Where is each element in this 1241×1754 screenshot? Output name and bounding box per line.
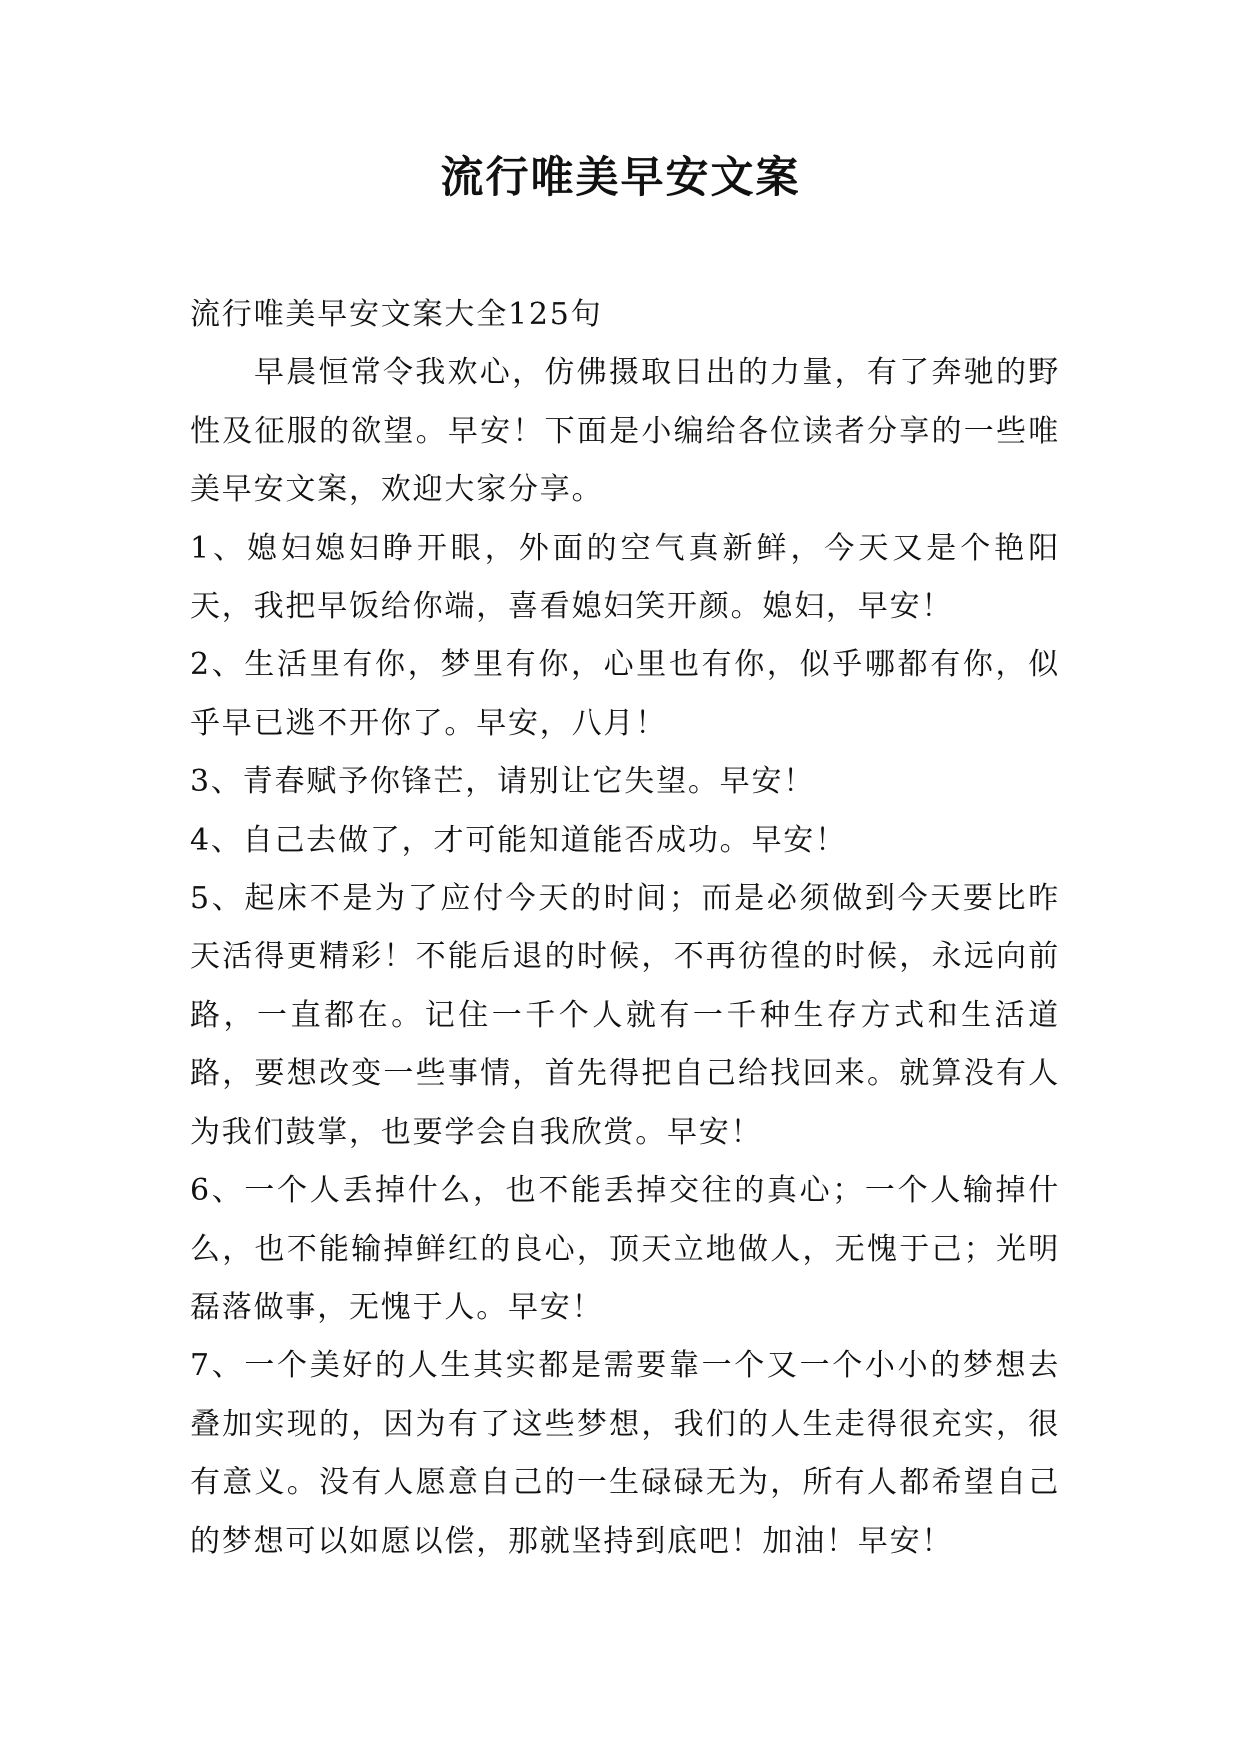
intro-paragraph: 早晨恒常令我欢心，仿佛摄取日出的力量，有了奔驰的野性及征服的欲望。早安！下面是小编给各位读者分享的一些唯美早安文案，欢迎大家分享。 xyxy=(190,355,1060,508)
list-item-5: 5、起床不是为了应付今天的时间；而是必须做到今天要比昨天活得更精彩！不能后退的时候，不再彷徨的时候，永远向前路，一直都在。记住一千个人就有一千种生存方式和生活道路，要想改变一些事情，首先得把自己给找回来。就算没有人为我们鼓掌，也要学会自我欣赏。早安！ xyxy=(190,881,1060,1150)
document-title: 流行唯美早安文案 xyxy=(440,153,801,203)
list-item-1: 1、媳妇媳妇睁开眼，外面的空气真新鲜，今天又是个艳阳天，我把早饭给你端，喜看媳妇笑开颜。媳妇，早安！ xyxy=(190,530,1060,625)
document-body xyxy=(190,286,1060,1571)
document-subtitle: 流行唯美早安文案大全125句 xyxy=(190,297,603,332)
list-item-4: 4、自己去做了，才可能知道能否成功。早安！ xyxy=(190,822,847,858)
list-item-3: 3、青春赋予你锋芒，请别让它失望。早安！ xyxy=(190,764,816,800)
list-item-7: 7、一个美好的人生其实都是需要靠一个又一个小小的梦想去叠加实现的，因为有了这些梦想，我们的人生走得很充实，很有意义。没有人愿意自己的一生碌碌无为，所有人都希望自己的梦想可以如愿以偿，那就坚持到底吧！加油！早安！ xyxy=(190,1348,1060,1559)
list-item-6: 6、一个人丢掉什么，也不能丢掉交往的真心；一个人输掉什么，也不能输掉鲜红的良心，顶天立地做人，无愧于己；光明磊落做事，无愧于人。早安！ xyxy=(190,1173,1060,1325)
list-item-2: 2、生活里有你，梦里有你，心里也有你，似乎哪都有你，似乎早已逃不开你了。早安，八月！ xyxy=(190,647,1060,741)
